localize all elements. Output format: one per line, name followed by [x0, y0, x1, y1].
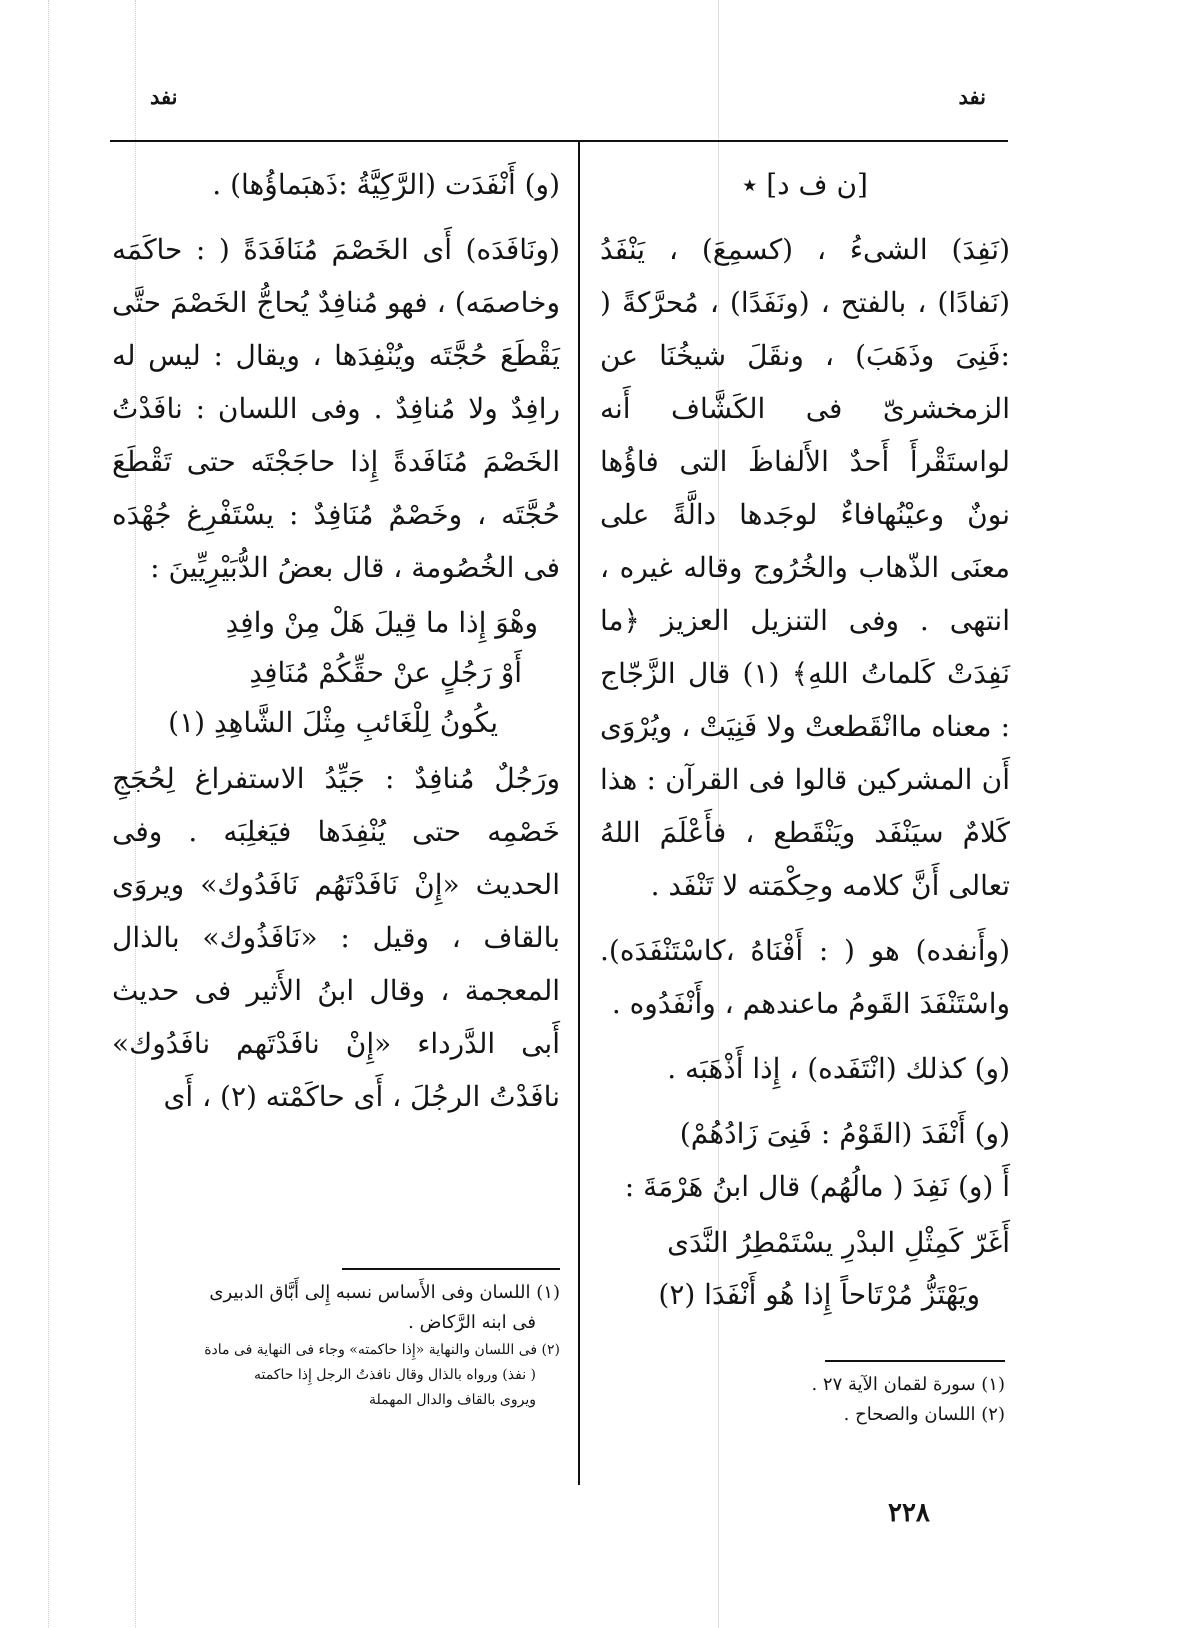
poetry-verse: [130, 598, 538, 748]
footnote-continuation: ( نفذ) ورواه بالذال وقال نافذتُ الرجل إِذا حاكمته: [253, 1367, 536, 1383]
left-column: [112, 158, 560, 1123]
right-column: [600, 158, 1010, 1321]
verse-line: أَغَرّ كَمِثْلِ البدْرِ يسْتَمْطِرُ النَّدَى: [667, 1226, 1010, 1259]
running-head-left: نفد: [150, 84, 178, 109]
verse-line: يكُونُ لِلْغَائبِ مِثْلَ الشَّاهِدِ (١): [168, 706, 498, 739]
entry-paragraph: ورَجُلٌ مُنافِدٌ : جَيِّدُ الاستفراغ لِحُجَجِ خَصْمِه حتى يُنْفِدَها فيَغلِبَه . وفى الحديث «إِنْ نَافَدْتَهُم نَافَدُوك» ويروَى بالقاف ، وقيل : «نَافَذُوك» بالذال المعجمة ، وقال ابنُ الأَثير فى حديث أَبى الدَّرداء «إِنْ نافَدْتَهم نافَدُوك» نافَدْتُ الرجُلَ ، أَى حاكَمْته (٢) ، أَى: [112, 762, 560, 1113]
scan-artifact-line: [48, 0, 49, 1628]
running-head-right: نفد: [958, 84, 986, 109]
footnote: (٢) فى اللسان والنهاية «إِذا حاكمته» وجاء فى النهاية فى مادة: [204, 1342, 560, 1358]
footnote-rule-left: [342, 1268, 560, 1270]
entry-paragraph: (ونَافَدَه) أَى الخَصْمَ مُنَافَدَةً ( : حاكَمَه وخاصمَه) ، فهو مُنافِدٌ يُحاجُّ الخَصْمَ حتَّى يَقْطَعَ حُجَّتَه ويُنْفِدَها ، ويقال : ليس له رافِدٌ ولا مُنافِدٌ . وفى اللسان : نافَدْتُ الخَصْمَ مُنَافَدةً إِذا حاجَجْتَه حتى تَقْطَعَ حُجَّتَه ، وخَصْمٌ مُنَافِدٌ : يسْتَفْرِغ جُهْدَه فى الخُصُومة ، قال بعضُ الدُّبَيْرِيِّينَ :: [112, 233, 560, 584]
entry-paragraph: أَ (و) نَفِدَ ( مالُهُم) قال ابنُ هَرْمَةَ :: [624, 1170, 1010, 1203]
footnote: (١) اللسان وفى الأَساس نسبه إِلى أَبَّاق الدبيرى: [209, 1282, 560, 1303]
verse-line: ويَهْتَزُّ مُرْتَاحاً إِذا هُو أَنْفَدَا (٢): [658, 1278, 980, 1311]
header-rule: [110, 140, 1008, 142]
entry-paragraph: (و) أَنْفَدَ (القَوْمُ : فَنِىَ زَادُهُمْ): [679, 1117, 1010, 1150]
column-divider: [578, 140, 580, 1485]
footnote-continuation: فى ابنه الرَّكاض .: [408, 1312, 536, 1333]
footnote: (١) سورة لقمان الآية ٢٧ .: [811, 1374, 1005, 1395]
page-number: ٢٢٨: [888, 1498, 930, 1528]
verse-line: أَوْ رَجُلٍ عنْ حقِّكُمْ مُنَافِدِ: [249, 656, 522, 689]
footnote-continuation: ويروى بالقاف والدال المهملة: [368, 1392, 536, 1408]
poetry-verse: [600, 1217, 1010, 1321]
entry-paragraph: (و) كذلك (انْتَفَده) ، إِذا أَذْهَبَه .: [667, 1052, 1010, 1085]
entry-paragraph: (نَفِدَ) الشىءُ ، (كسمِعَ) ، يَنْفَدُ (نَفادًا) ، بالفتح ، (ونَفَدًا) ، مُحرَّكةً ( :فَنِىَ وذَهَبَ) ، ونقَلَ شيخُنَا عن الزمخشرىّ فى الكَشَّاف أَنه لواستَقْرأَ أَحدٌ الأَلفاظَ التى فاؤُها نونٌ وعيْنُهافاءٌ لوجَدها دالَّةً على معنَى الذّهاب والخُرُوج وقاله غيره ، انتهى . وفى التنزيل العزيز ﴿ما نَفِدَتْ كَلماتُ اللهِ﴾ (١) قال الزَّجّاج : معناه ماانْقَطعتْ ولا فَنِيَتْ ، ويُرْوَى أَن المشركين قالوا فى القرآن : هذا كَلامٌ سيَنْفَد ويَنْقَطع ، فأَعْلَمَ اللهُ تعالى أَنَّ كلامه وحِكْمَته لا تَنْفَد .: [600, 233, 1010, 902]
footnotes-right: [770, 1370, 1005, 1430]
footnotes-left: [112, 1278, 560, 1413]
footnote: (٢) اللسان والصحاح .: [843, 1404, 1005, 1425]
entry-paragraph: (و) أَنْفَدَت (الرَّكِيَّةُ :ذَهبَماؤُها) .: [212, 168, 560, 201]
entry-paragraph: (وأَنفده) هو ( : أَفْنَاهُ ،كاسْتَنْفَدَه). واسْتَنْفَدَ القَومُ ماعندهم ، وأَنْفَدُوه .: [600, 934, 1010, 1020]
root-heading: [ن ف د] ٭: [742, 168, 868, 201]
footnote-rule-right: [825, 1360, 1005, 1362]
verse-line: وهْوَ إِذا ما قِيلَ هَلْ مِنْ وافِدِ: [225, 606, 538, 639]
